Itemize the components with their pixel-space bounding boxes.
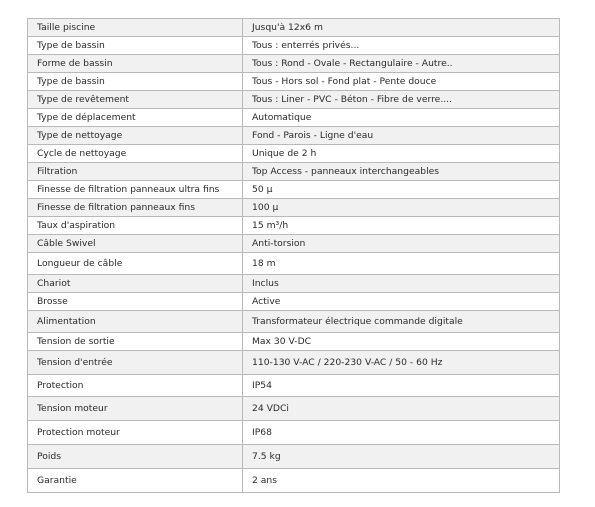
spec-table <box>27 18 560 493</box>
spec-label: Type de nettoyage <box>28 127 243 145</box>
table-row <box>28 217 560 235</box>
spec-value: Max 30 V-DC <box>243 333 560 351</box>
spec-label: Longueur de câble <box>28 253 243 275</box>
spec-label: Finesse de filtration panneaux fins <box>28 199 243 217</box>
spec-label: Tension moteur <box>28 397 243 421</box>
table-row <box>28 91 560 109</box>
spec-value: Jusqu'à 12x6 m <box>243 19 560 37</box>
spec-value: Top Access - panneaux interchangeables <box>243 163 560 181</box>
spec-value: IP68 <box>243 421 560 445</box>
table-row <box>28 163 560 181</box>
spec-value: 7.5 kg <box>243 445 560 469</box>
table-row <box>28 37 560 55</box>
spec-value: Anti-torsion <box>243 235 560 253</box>
spec-label: Alimentation <box>28 311 243 333</box>
spec-label: Garantie <box>28 469 243 493</box>
table-row <box>28 127 560 145</box>
table-row <box>28 351 560 375</box>
spec-label: Type de bassin <box>28 37 243 55</box>
spec-label: Tension d'entrée <box>28 351 243 375</box>
spec-value: Active <box>243 293 560 311</box>
spec-value: Tous : Rond - Ovale - Rectangulaire - Autre.. <box>243 55 560 73</box>
table-row <box>28 73 560 91</box>
spec-label: Taille piscine <box>28 19 243 37</box>
table-row <box>28 55 560 73</box>
table-row <box>28 293 560 311</box>
spec-label: Poids <box>28 445 243 469</box>
spec-label: Type de bassin <box>28 73 243 91</box>
spec-label: Protection <box>28 375 243 397</box>
spec-label: Finesse de filtration panneaux ultra fins <box>28 181 243 199</box>
spec-value: Fond - Parois - Ligne d'eau <box>243 127 560 145</box>
table-row <box>28 311 560 333</box>
spec-value: 2 ans <box>243 469 560 493</box>
spec-label: Protection moteur <box>28 421 243 445</box>
table-row <box>28 397 560 421</box>
spec-value: Transformateur électrique commande digitale <box>243 311 560 333</box>
spec-value: 100 µ <box>243 199 560 217</box>
table-row <box>28 421 560 445</box>
spec-value: Tous - Hors sol - Fond plat - Pente douce <box>243 73 560 91</box>
table-row <box>28 445 560 469</box>
table-row <box>28 275 560 293</box>
spec-value: Unique de 2 h <box>243 145 560 163</box>
spec-label: Cycle de nettoyage <box>28 145 243 163</box>
spec-label: Brosse <box>28 293 243 311</box>
spec-value: 110-130 V-AC / 220-230 V-AC / 50 - 60 Hz <box>243 351 560 375</box>
spec-value: 50 µ <box>243 181 560 199</box>
spec-value: IP54 <box>243 375 560 397</box>
table-row <box>28 235 560 253</box>
spec-value: 24 VDCi <box>243 397 560 421</box>
table-row <box>28 469 560 493</box>
table-row <box>28 109 560 127</box>
spec-value: 15 m³/h <box>243 217 560 235</box>
spec-value: Tous : Liner - PVC - Béton - Fibre de verre.... <box>243 91 560 109</box>
table-row <box>28 181 560 199</box>
spec-value: Automatique <box>243 109 560 127</box>
table-row <box>28 145 560 163</box>
spec-value: 18 m <box>243 253 560 275</box>
spec-label: Type de déplacement <box>28 109 243 127</box>
table-row <box>28 199 560 217</box>
spec-value: Inclus <box>243 275 560 293</box>
spec-label: Forme de bassin <box>28 55 243 73</box>
table-row <box>28 253 560 275</box>
spec-label: Chariot <box>28 275 243 293</box>
table-row <box>28 19 560 37</box>
spec-label: Taux d'aspiration <box>28 217 243 235</box>
spec-label: Câble Swivel <box>28 235 243 253</box>
spec-label: Tension de sortie <box>28 333 243 351</box>
table-row <box>28 333 560 351</box>
table-row <box>28 375 560 397</box>
spec-label: Type de revêtement <box>28 91 243 109</box>
spec-label: Filtration <box>28 163 243 181</box>
spec-value: Tous : enterrés privés... <box>243 37 560 55</box>
